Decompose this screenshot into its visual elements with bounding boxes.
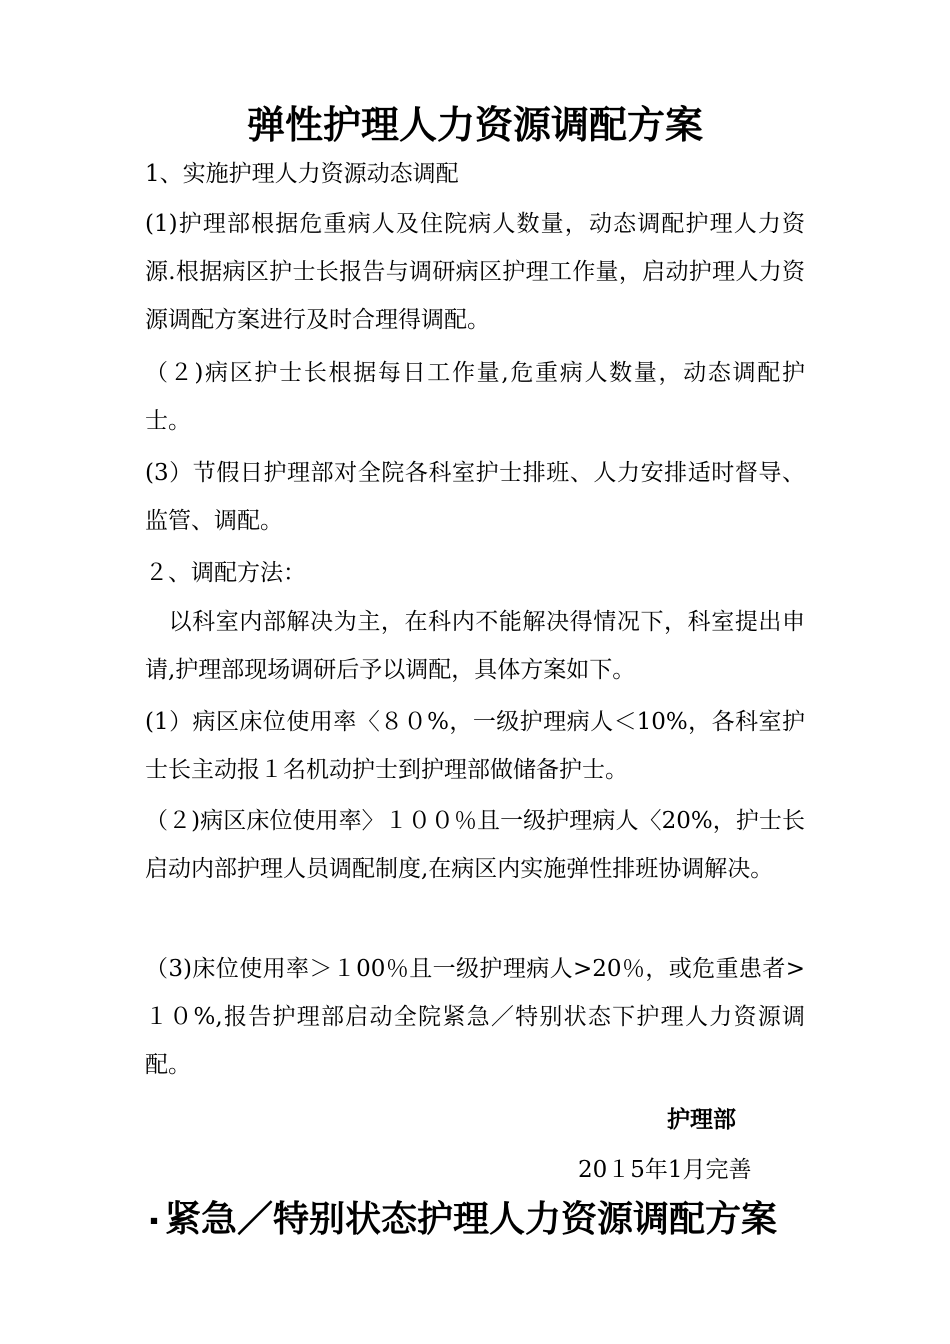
- paragraph-rule-3: （3)床位使用率＞１00％且一级护理病人>20％，或危重患者>１０%,报告护理部启动全院紧急／特别状态下护理人力资源调配。: [145, 956, 805, 1078]
- second-section-title: ۰紧急／特别状态护理人力资源调配方案: [143, 1199, 777, 1240]
- paragraph-item-2: （２)病区护士长根据每日工作量,危重病人数量，动态调配护士。: [145, 360, 805, 434]
- signature-date: 20１5年1月完善: [578, 1157, 752, 1183]
- paragraph-intro: 以科室内部解决为主，在科内不能解决得情况下，科室提出申请,护理部现场调研后予以调配，具体方案如下。: [145, 609, 805, 683]
- signature-department: 护理部: [667, 1107, 736, 1133]
- document-title: 弹性护理人力资源调配方案: [246, 103, 703, 147]
- section-heading-2: ２、调配方法：: [145, 560, 306, 586]
- paragraph-item-1: (1)护理部根据危重病人及住院病人数量，动态调配护理人力资源.根据病区护士长报告与调研病区护理工作量，启动护理人力资源调配方案进行及时合理得调配。: [145, 211, 805, 333]
- paragraph-rule-1: (1）病区床位使用率〈８０%，一级护理病人＜10%，各科室护士长主动报１名机动护士到护理部做储备护士。: [145, 709, 805, 783]
- paragraph-item-3: (3）节假日护理部对全院各科室护士排班、人力安排适时督导、监管、调配。: [145, 460, 805, 534]
- paragraph-rule-2: （２)病区床位使用率〉１００％且一级护理病人〈20%，护士长启动内部护理人员调配制度,在病区内实施弹性排班协调解决。: [145, 808, 805, 882]
- section-heading-1: 1、实施护理人力资源动态调配: [145, 161, 459, 187]
